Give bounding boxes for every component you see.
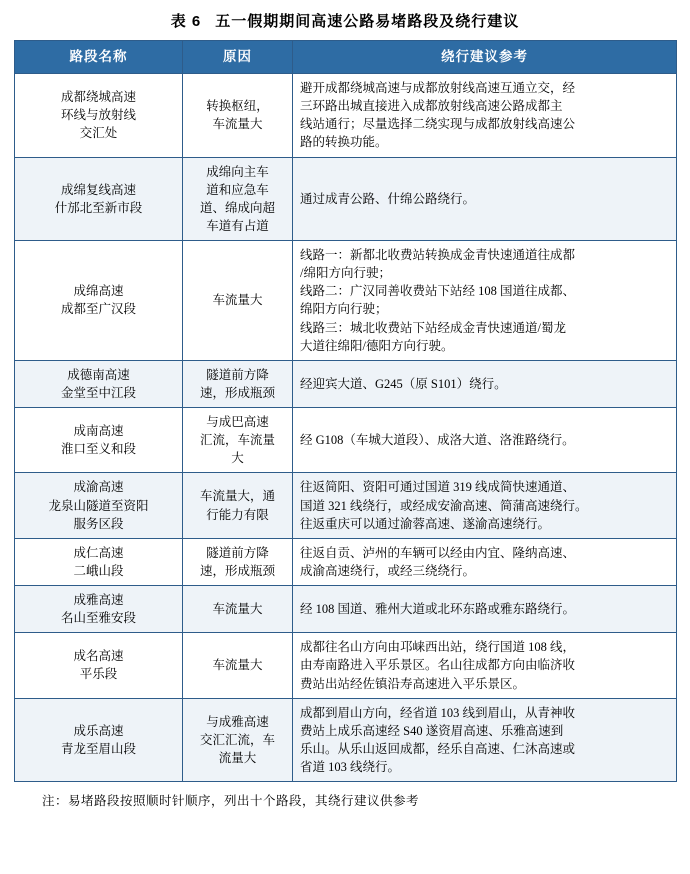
advice-line: 避开成都绕城高速与成都放射线高速互通立交，经 xyxy=(300,81,576,95)
reason-line: 大 xyxy=(231,451,244,466)
cell-road-name xyxy=(15,241,183,361)
cell-road-name xyxy=(15,538,183,585)
cell-road-name xyxy=(15,698,183,782)
advice-line: 成渝高速绕行，或经三绕绕行。 xyxy=(300,563,476,578)
table-body xyxy=(15,74,677,782)
reason-line: 速，形成瓶颈 xyxy=(199,563,275,578)
cell-reason xyxy=(183,157,293,241)
reason-line: 行能力有限 xyxy=(206,507,269,522)
road-name-line: 成绵高速 xyxy=(73,284,124,299)
cell-advice xyxy=(293,633,677,698)
column-header-road: 路段名称 xyxy=(15,41,183,74)
reason-line: 道、绵成向超 xyxy=(199,200,275,215)
reason-line: 道和应急车 xyxy=(206,182,269,197)
reason-line: 流量大 xyxy=(218,750,257,765)
reason-line: 车流量大，通 xyxy=(199,489,275,504)
advice-line: 通过成青公路、什绵公路绕行。 xyxy=(300,191,476,206)
road-name-line: 淮口至义和段 xyxy=(60,442,136,457)
reason-line: 汇流，车流量 xyxy=(199,433,275,448)
reason-line: 车流量大 xyxy=(212,293,263,308)
road-name-line: 二峨山段 xyxy=(73,563,124,578)
reason-line: 隧道前方降 xyxy=(206,367,269,382)
reason-line: 与成雅高速 xyxy=(206,714,269,729)
road-name-line: 成绵复线高速 xyxy=(60,182,136,197)
road-name-line: 成雅高速 xyxy=(73,593,124,607)
advice-line: 国道 321 线绕行，或经成安渝高速、简蒲高速绕行。 xyxy=(300,498,588,513)
road-name-line: 成都绕城高速 xyxy=(60,90,136,105)
advice-line: 绵阳方向行驶； xyxy=(300,302,388,317)
advice-line: 路的转换功能。 xyxy=(300,135,388,150)
table-header-row xyxy=(15,41,677,74)
advice-line: /绵阳方向行驶； xyxy=(300,266,391,281)
road-name-line: 成都至广汉段 xyxy=(60,302,136,317)
advice-line: 成都往名山方向由邛崃西出站，绕行国道 108 线， xyxy=(300,640,576,655)
advice-line: 三环路出城直接进入成都放射线高速公路成都主 xyxy=(300,99,563,114)
advice-line: 往返简阳、资阳可通过国道 319 线成简快速通道、 xyxy=(300,480,576,495)
table-row xyxy=(15,157,677,241)
advice-line: 经 G108（车城大道段）、成洛大道、洛淮路绕行。 xyxy=(300,433,575,448)
cell-advice xyxy=(293,698,677,782)
road-name-line: 服务区段 xyxy=(73,516,124,531)
reason-line: 速，形成瓶颈 xyxy=(199,385,275,400)
cell-advice xyxy=(293,473,677,538)
table-row xyxy=(15,241,677,361)
advice-line: 成都到眉山方向，经省道 103 线到眉山，从青神收 xyxy=(300,705,576,720)
title-text: 五一假期期间高速公路易堵路段及绕行建议 xyxy=(215,13,520,30)
table-row xyxy=(15,633,677,698)
cell-advice xyxy=(293,157,677,241)
cell-reason xyxy=(183,538,293,585)
cell-road-name xyxy=(15,633,183,698)
road-name-line: 环线与放射线 xyxy=(60,108,136,123)
cell-reason xyxy=(183,633,293,698)
cell-reason xyxy=(183,473,293,538)
road-name-line: 什邡北至新市段 xyxy=(54,200,143,215)
reason-line: 与成巴高速 xyxy=(206,415,269,429)
advice-line: 线路二：广汉同善收费站下站经 108 国道往成都、 xyxy=(300,284,576,299)
congestion-table xyxy=(14,40,677,782)
road-name-line: 成渝高速 xyxy=(73,480,124,495)
reason-line: 成绵向主车 xyxy=(206,164,269,179)
table-row xyxy=(15,538,677,585)
road-name-line: 成德南高速 xyxy=(67,367,130,382)
cell-reason xyxy=(183,74,293,158)
road-name-line: 成乐高速 xyxy=(73,723,124,738)
road-name-line: 名山至雅安段 xyxy=(60,611,136,626)
road-name-line: 金堂至中江段 xyxy=(60,385,136,400)
advice-line: 往返重庆可以通过渝蓉高速、遂渝高速绕行。 xyxy=(300,516,551,531)
cell-advice xyxy=(293,538,677,585)
advice-line: 乐山。从乐山返回成都，经乐自高速、仁沐高速或 xyxy=(300,741,576,756)
cell-road-name xyxy=(15,473,183,538)
advice-line: 线路一：新都北收费站转换成金青快速通道往成都 xyxy=(300,248,576,262)
cell-road-name xyxy=(15,74,183,158)
cell-road-name xyxy=(15,360,183,407)
road-name-line: 龙泉山隧道至资阳 xyxy=(48,498,149,513)
road-name-line: 成南高速 xyxy=(73,424,124,439)
table-row xyxy=(15,473,677,538)
advice-line: 经迎宾大道、G245（原 S101）绕行。 xyxy=(300,376,507,391)
title-number: 表 6 xyxy=(170,13,202,30)
reason-line: 车流量大 xyxy=(212,117,263,132)
cell-road-name xyxy=(15,586,183,633)
advice-line: 大道往绵阳/德阳方向行驶。 xyxy=(300,338,454,353)
reason-line: 车道有占道 xyxy=(206,218,269,233)
advice-line: 费站上成乐高速经 S40 遂资眉高速、乐雅高速到 xyxy=(300,723,564,738)
cell-reason xyxy=(183,408,293,473)
advice-line: 费站出站经佐镇沿寿高速进入平乐景区。 xyxy=(300,676,526,691)
advice-line: 省道 103 线绕行。 xyxy=(300,760,401,774)
road-name-line: 交汇处 xyxy=(79,126,118,141)
reason-line: 转换枢纽， xyxy=(206,99,269,114)
cell-reason xyxy=(183,241,293,361)
reason-line: 车流量大 xyxy=(212,658,263,673)
road-name-line: 青龙至眉山段 xyxy=(60,741,136,756)
cell-advice xyxy=(293,74,677,158)
table-row xyxy=(15,360,677,407)
table-row xyxy=(15,698,677,782)
cell-road-name xyxy=(15,157,183,241)
table-row xyxy=(15,74,677,158)
column-header-reason: 原因 xyxy=(183,41,293,74)
road-name-line: 成仁高速 xyxy=(73,545,124,560)
table-row xyxy=(15,408,677,473)
cell-advice xyxy=(293,241,677,361)
advice-line: 由寿南路进入平乐景区。名山往成都方向由临济收 xyxy=(300,658,576,673)
reason-line: 交汇汇流，车 xyxy=(199,732,275,747)
cell-advice xyxy=(293,408,677,473)
table-note: 注：易堵路段按照顺时针顺序，列出十个路段，其绕行建议供参考 xyxy=(42,794,420,809)
table-row xyxy=(15,586,677,633)
cell-reason xyxy=(183,360,293,407)
advice-line: 往返自贡、泸州的车辆可以经由内宜、隆纳高速、 xyxy=(300,545,576,560)
reason-line: 车流量大 xyxy=(212,602,263,617)
road-name-line: 成名高速 xyxy=(73,649,124,664)
advice-line: 线站通行；尽量选择二绕实现与成都放射线高速公 xyxy=(300,117,576,132)
cell-advice xyxy=(293,586,677,633)
advice-line: 经 108 国道、雅州大道或北环东路或雅东路绕行。 xyxy=(300,602,576,617)
cell-reason xyxy=(183,586,293,633)
page-title xyxy=(14,0,676,40)
column-header-advice: 绕行建议参考 xyxy=(293,41,677,74)
reason-line: 隧道前方降 xyxy=(206,545,269,560)
advice-line: 线路三：城北收费站下站经成金青快速通道/蜀龙 xyxy=(300,320,566,335)
cell-reason xyxy=(183,698,293,782)
cell-road-name xyxy=(15,408,183,473)
road-name-line: 平乐段 xyxy=(79,667,118,682)
cell-advice xyxy=(293,360,677,407)
